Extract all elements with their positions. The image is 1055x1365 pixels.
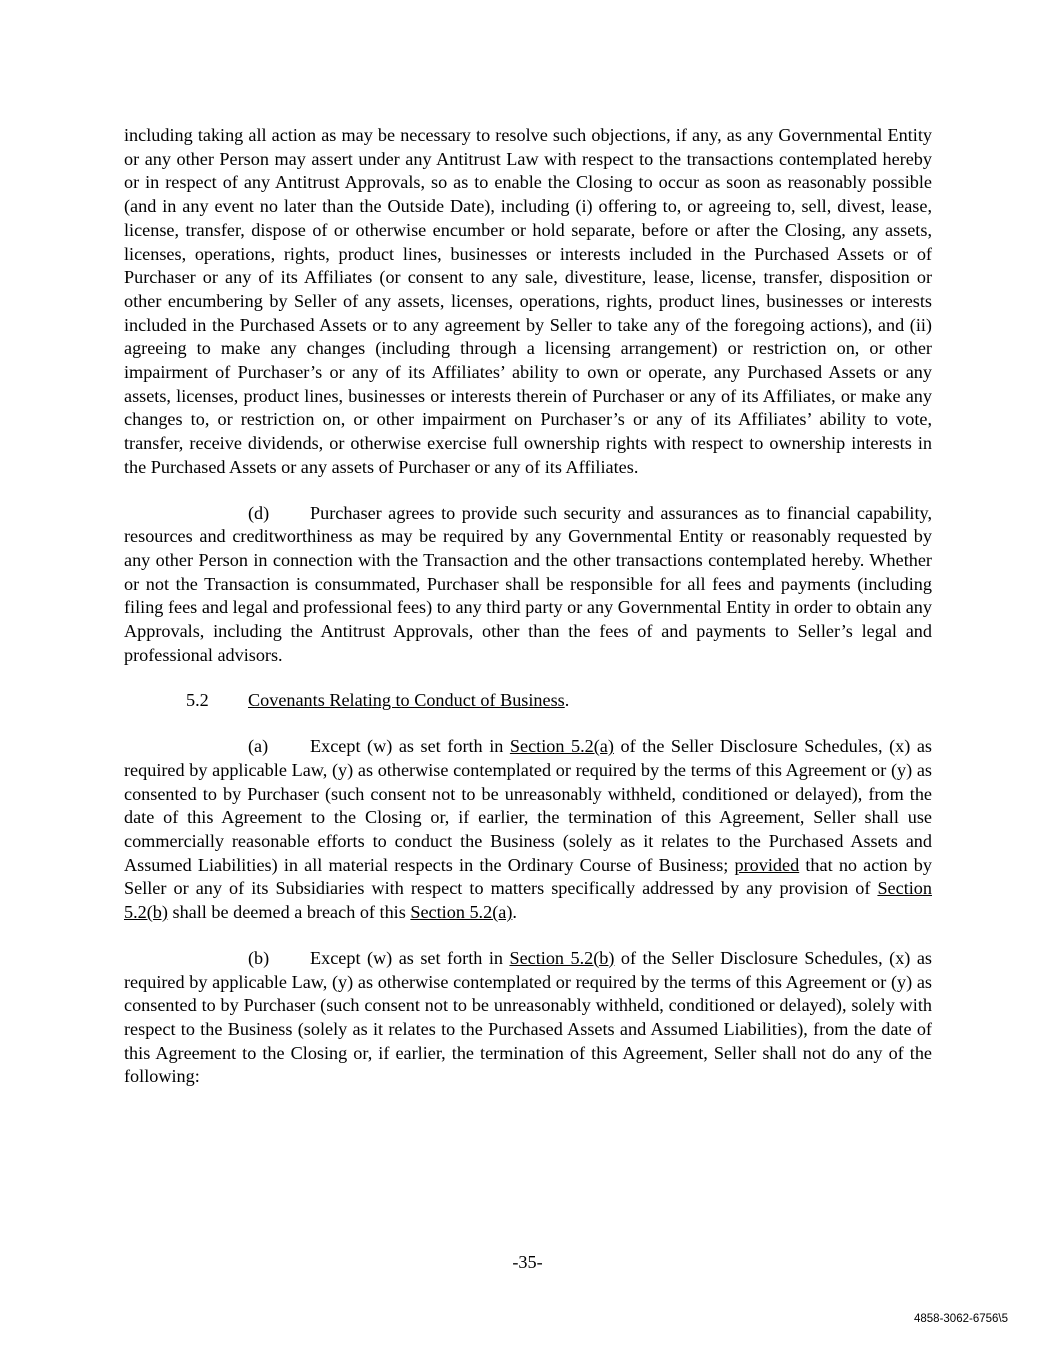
paragraph-text: of the Seller Disclosure Schedules, (x) as required by applicable Law, (y) as otherwise contemplated or required by the terms of this Agreement or (y) as consented to by Purchaser (such consent not to be unreasonably withheld, conditioned or delayed), from the date of this Agreement to the Closing or, if earlier, the termination of this Agreement, Seller shall use commercially reasonable efforts to conduct the Business (solely as it relates to the Purchased Assets and Assumed Liabilities) in all material respects in the Ordinary Course of Business; [124,736,932,875]
provided-term: provided [734,854,800,875]
paragraph-text: Except (w) as set forth in [310,736,510,757]
paragraph-text: . [512,902,517,923]
paragraph-continuation [124,124,932,480]
paragraph-text: of the Seller Disclosure Schedules, (x) as required by applicable Law, (y) as otherwise contemplated or required by the terms of this Agreement or (y) as consented to by Purchaser (such consent not to be unreasonably withheld, conditioned or delayed), solely with respect to the Business (solely as it relates to the Purchased Assets and Assumed Liabilities), from the date of this Agreement to the Closing or, if earlier, the termination of this Agreement, Seller shall not do any of the following: [124,947,932,1087]
paragraph-text: shall be deemed a breach of this [167,902,411,923]
section-reference: Section 5.2(b) [124,878,932,923]
document-body [124,124,932,1111]
section-reference: Section 5.2(a) [410,902,513,923]
paragraph-d [124,502,932,668]
section-title: Covenants Relating to Conduct of Business [248,690,565,711]
section-reference: Section 5.2(b) [509,947,615,968]
section-number: 5.2 [186,690,209,711]
paragraph-text: that no action by Seller or any of its Subsidiaries with respect to matters specifically addressed by any provision of [124,854,932,899]
paragraph-b [124,947,932,1089]
paragraph-a [124,735,932,925]
section-title-period: . [564,690,570,711]
paragraph-label: (d) [248,502,270,523]
document-id: 4858-3062-6756\5 [914,1313,1008,1325]
section-reference: Section 5.2(a) [509,736,614,757]
paragraph-text: including taking all action as may be necessary to resolve such objections, if any, as any Governmental Entity or any other Person may assert under any Antitrust Law with respect to the transactions contemplated hereby or in respect of any Antitrust Approvals, so as to enable the Closing to occur as soon as reasonably possible (and in any event no later than the Outside Date), including (i) offering to, or agreeing to, sell, divest, lease, license, transfer, dispose of or otherwise encumber or hold separate, before or after the Closing, any assets, licenses, operations, rights, product lines, businesses or interests included in the Purchased Assets or of Purchaser or any of its Affiliates (or consent to any sale, divestiture, lease, license, transfer, disposition or other encumbering by Seller of any assets, licenses, operations, rights, product lines, businesses or interests included in the Purchased Assets or to any agreement by Seller to take any of the foregoing actions), and (ii) agreeing to make any changes (including through a licensing arrangement) or restriction on, or other impairment of Purchaser’s or any of its Affiliates’ ability to own or operate, any Purchased Assets or any assets, licenses, product lines, businesses or interests therein of Purchaser or any of its Affiliates, or make any changes to, or restriction on, or other impairment on Purchaser’s or any of its Affiliates’ ability to vote, transfer, receive dividends, or otherwise exercise full ownership rights with respect to ownership interests in the Purchased Assets or any assets of Purchaser or any of its Affiliates. [124,125,932,477]
paragraph-text: Purchaser agrees to provide such security and assurances as to financial capability, resources and creditworthiness as may be required by any Governmental Entity or reasonably requested by any other Person in connection with the Transaction and the other transactions contemplated hereby. Whether or not the Transaction is consummated, Purchaser shall be responsible for all fees and payments (including filing fees and legal and professional fees) to any third party or any Governmental Entity in order to obtain any Approvals, including the Antitrust Approvals, other than the fees of and payments to Seller’s legal and professional advisors. [124,502,932,665]
paragraph-label: (a) [248,736,269,757]
section-heading [124,689,932,713]
paragraph-label: (b) [248,947,270,968]
paragraph-text: Except (w) as set forth in [310,947,510,968]
page-number: -35- [512,1252,543,1272]
